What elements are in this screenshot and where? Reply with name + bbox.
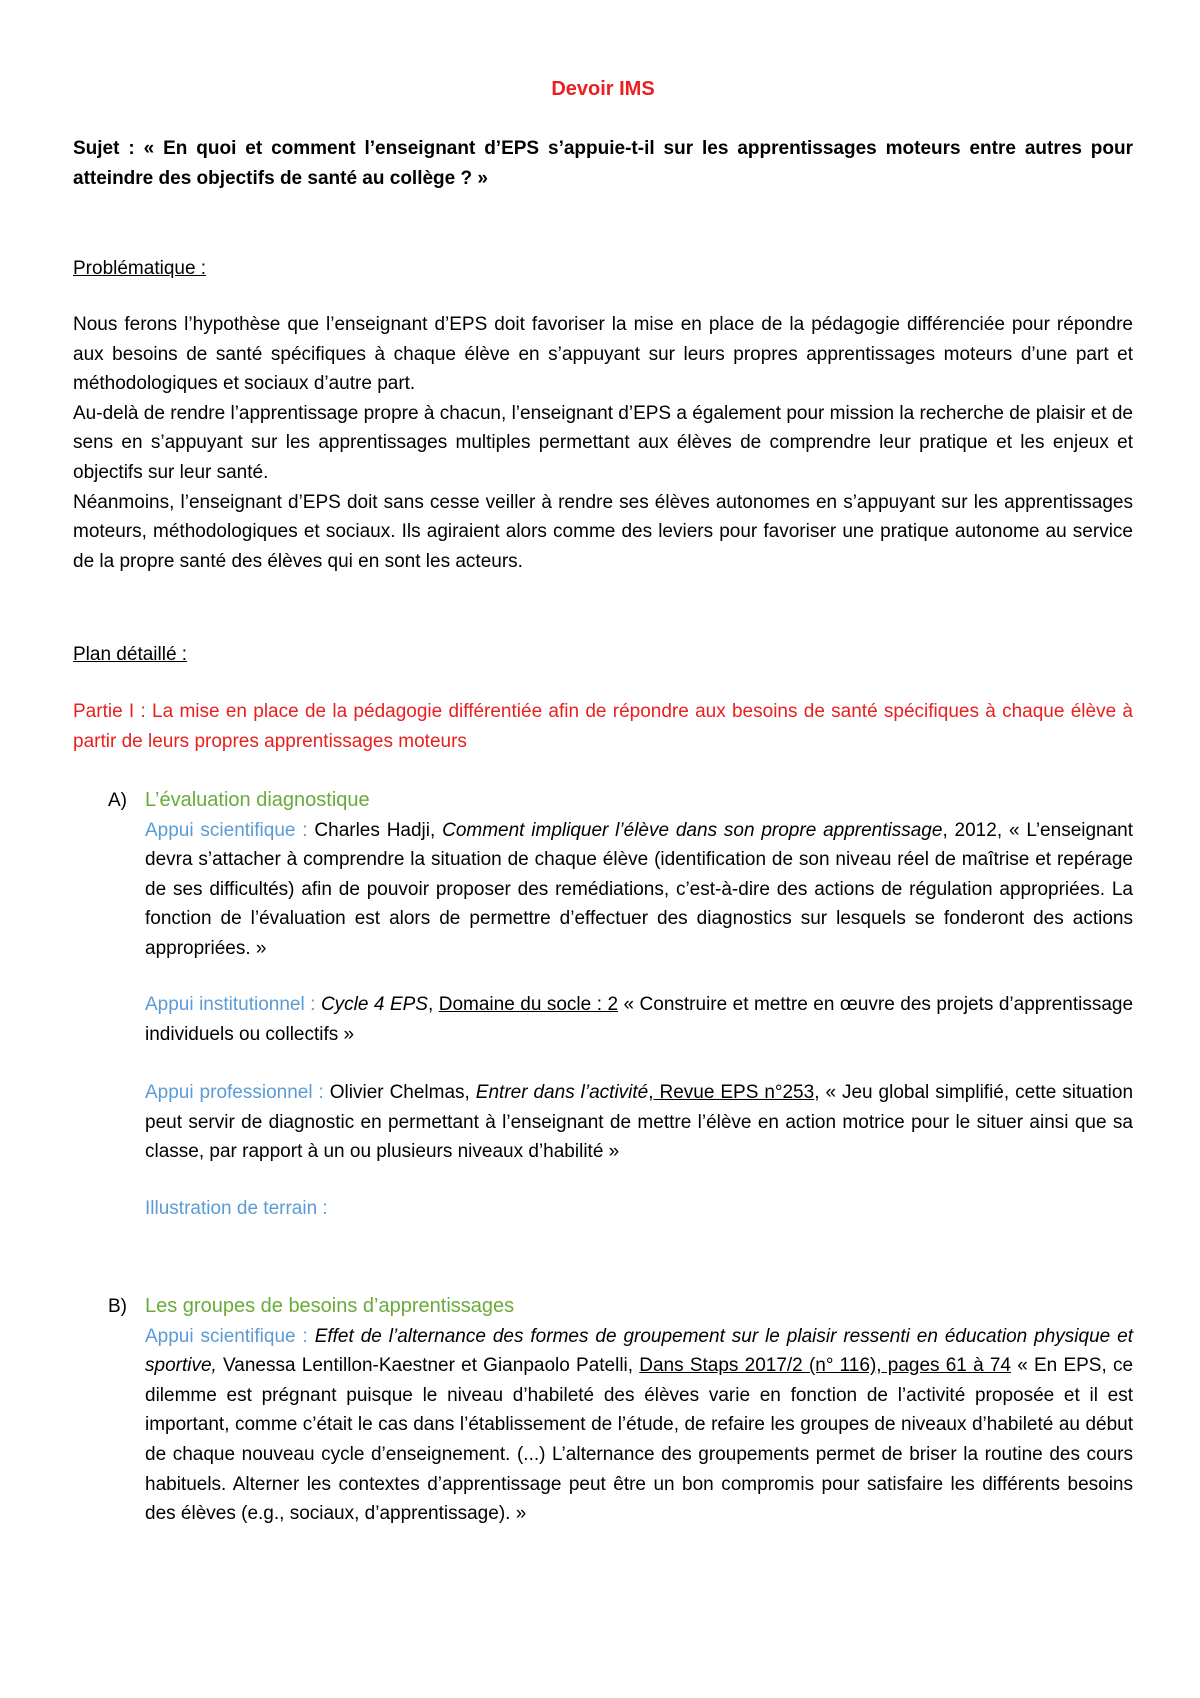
section-a-sci-author: Charles Hadji, (314, 819, 436, 841)
section-a-sci-work: Comment impliquer l’élève dans son propre apprentissage (442, 819, 943, 841)
section-a-illustration (145, 1194, 1133, 1224)
section-b-sci-label: Appui scientifique : (145, 1325, 308, 1347)
subject-question: « En quoi et comment l’enseignant d’EPS s’appuie-t-il sur les apprentissages moteurs entre autres pour atteindre des objectifs de santé au collège ? » (73, 138, 1134, 189)
section-b-sci-quote: « En EPS, ce dilemme est prégnant puisque le niveau d’habileté des élèves varie en fonction de l’activité proposée et il est important, comme c’était le cas dans l’établissement de l’étude, de refaire les groupes de niveaux d’habileté au début de chaque nouveau cycle d’enseignement. (...) L’alternance des groupements permet de briser la routine des cours habituels. Alterner les contextes d’apprentissage peut être un bon compromis pour satisfaire les différents besoins des élèves (e.g., sociaux, d’apprentissage). » (145, 1355, 1134, 1525)
section-b-sci (145, 1322, 1133, 1529)
section-b-sci-authors: Vanessa Lentillon-Kaestner et Gianpaolo Patelli, (223, 1355, 634, 1377)
problematique-paragraph: Au-delà de rendre l’apprentissage propre à chacun, l’enseignant d’EPS a également pour mission la recherche de plaisir et de sens en s’appuyant sur les apprentissages multiples permettant aux élèves de comprendre leur pratique et les enjeux et objectifs sur leur santé. (73, 402, 1133, 483)
section-a-sci-quote: « L’enseignant devra s’attacher à comprendre la situation de chaque élève (identification de son niveau réel de maîtrise et repérage de ses difficultés) afin de pouvoir proposer des remédiations, c’est-à-dire des actions de régulation appropriées. La fonction de l’évaluation est alors de permettre d’effectuer des diagnostics sur lesquels se fonderont des actions appropriées. » (145, 819, 1134, 959)
section-a-pro-text (145, 1078, 1133, 1167)
problematique-paragraph: Néanmoins, l’enseignant d’EPS doit sans cesse veiller à rendre ses élèves autonomes en s’appuyant sur les apprentissages moteurs, méthodologiques et sociaux. Ils agiraient alors comme des leviers pour favoriser une pratique autonome au service de la propre santé des élèves qui en sont les acteurs. (73, 491, 1133, 572)
section-b-title: Les groupes de besoins d’apprentissages (145, 1295, 515, 1317)
problematique-body (73, 310, 1133, 576)
problematique-heading-block (73, 254, 1133, 284)
section-a-pro-author: Olivier Chelmas, (329, 1082, 470, 1103)
subject-label: Sujet : (73, 138, 135, 159)
plan-heading-block (73, 640, 1133, 670)
section-a (145, 786, 1133, 964)
section-a-pro (145, 1078, 1133, 1167)
section-a-inst-sep: , (427, 994, 434, 1015)
section-a-pro-revue: , Revue EPS n°253 (648, 1082, 815, 1103)
section-a-illus-label: Illustration de terrain : (145, 1198, 328, 1219)
section-a-inst (145, 990, 1133, 1049)
section-a-sci-label: Appui scientifique : (145, 819, 308, 841)
section-b-sci-source: Dans Staps 2017/2 (n° 116), pages 61 à 74 (639, 1355, 1011, 1377)
plan-heading: Plan détaillé : (73, 644, 188, 665)
section-a-inst-work: Cycle 4 EPS (320, 994, 428, 1015)
subject-block (73, 134, 1133, 193)
partie1-heading: Partie I : La mise en place de la pédagogie différentiée afin de répondre aux besoins de santé spécifiques à chaque élève à partir de leurs propres apprentissages moteurs (73, 701, 1133, 752)
section-a-pro-work: Entrer dans l’activité (475, 1082, 649, 1103)
section-a-title: L’évaluation diagnostique (145, 789, 370, 811)
document-title: Devoir IMS (551, 78, 655, 100)
problematique-heading: Problématique : (73, 258, 207, 279)
section-a-inst-quote: « Construire et mettre en œuvre des projets d’apprentissage individuels ou collectifs » (145, 994, 1134, 1045)
section-b-sci-work: Effet de l’alternance des formes de groupement sur le plaisir ressenti en éducation physique et sportive, (145, 1325, 1133, 1377)
section-a-marker: A) (108, 790, 127, 811)
section-a-pro-label: Appui professionnel : (145, 1082, 324, 1103)
section-b-marker: B) (108, 1296, 127, 1317)
partie1-block (73, 697, 1133, 756)
section-a-inst-label: Appui institutionnel : (145, 994, 316, 1015)
section-a-pro-quote: , « Jeu global simplifié, cette situation peut servir de diagnostic en permettant à l’enseignant de mettre l’élève en action motrice pour le situer ainsi que sa classe, par rapport à un ou plusieurs niveaux d’habilité » (145, 1082, 1134, 1163)
problematique-paragraph: Nous ferons l’hypothèse que l’enseignant d’EPS doit favoriser la mise en place de la pédagogie différenciée pour répondre aux besoins de santé spécifiques à chaque élève en s’appuyant sur leurs propres apprentissages moteurs d’une part et méthodologiques et sociaux d’autre part. (73, 314, 1133, 395)
section-a-sci-year: , 2012, (942, 819, 1003, 841)
section-a-sci (145, 816, 1133, 964)
section-a-inst-domain: Domaine du socle : 2 (438, 994, 619, 1015)
section-a-inst-text (145, 990, 1133, 1049)
subject-text (73, 134, 1133, 193)
section-b (145, 1292, 1133, 1529)
